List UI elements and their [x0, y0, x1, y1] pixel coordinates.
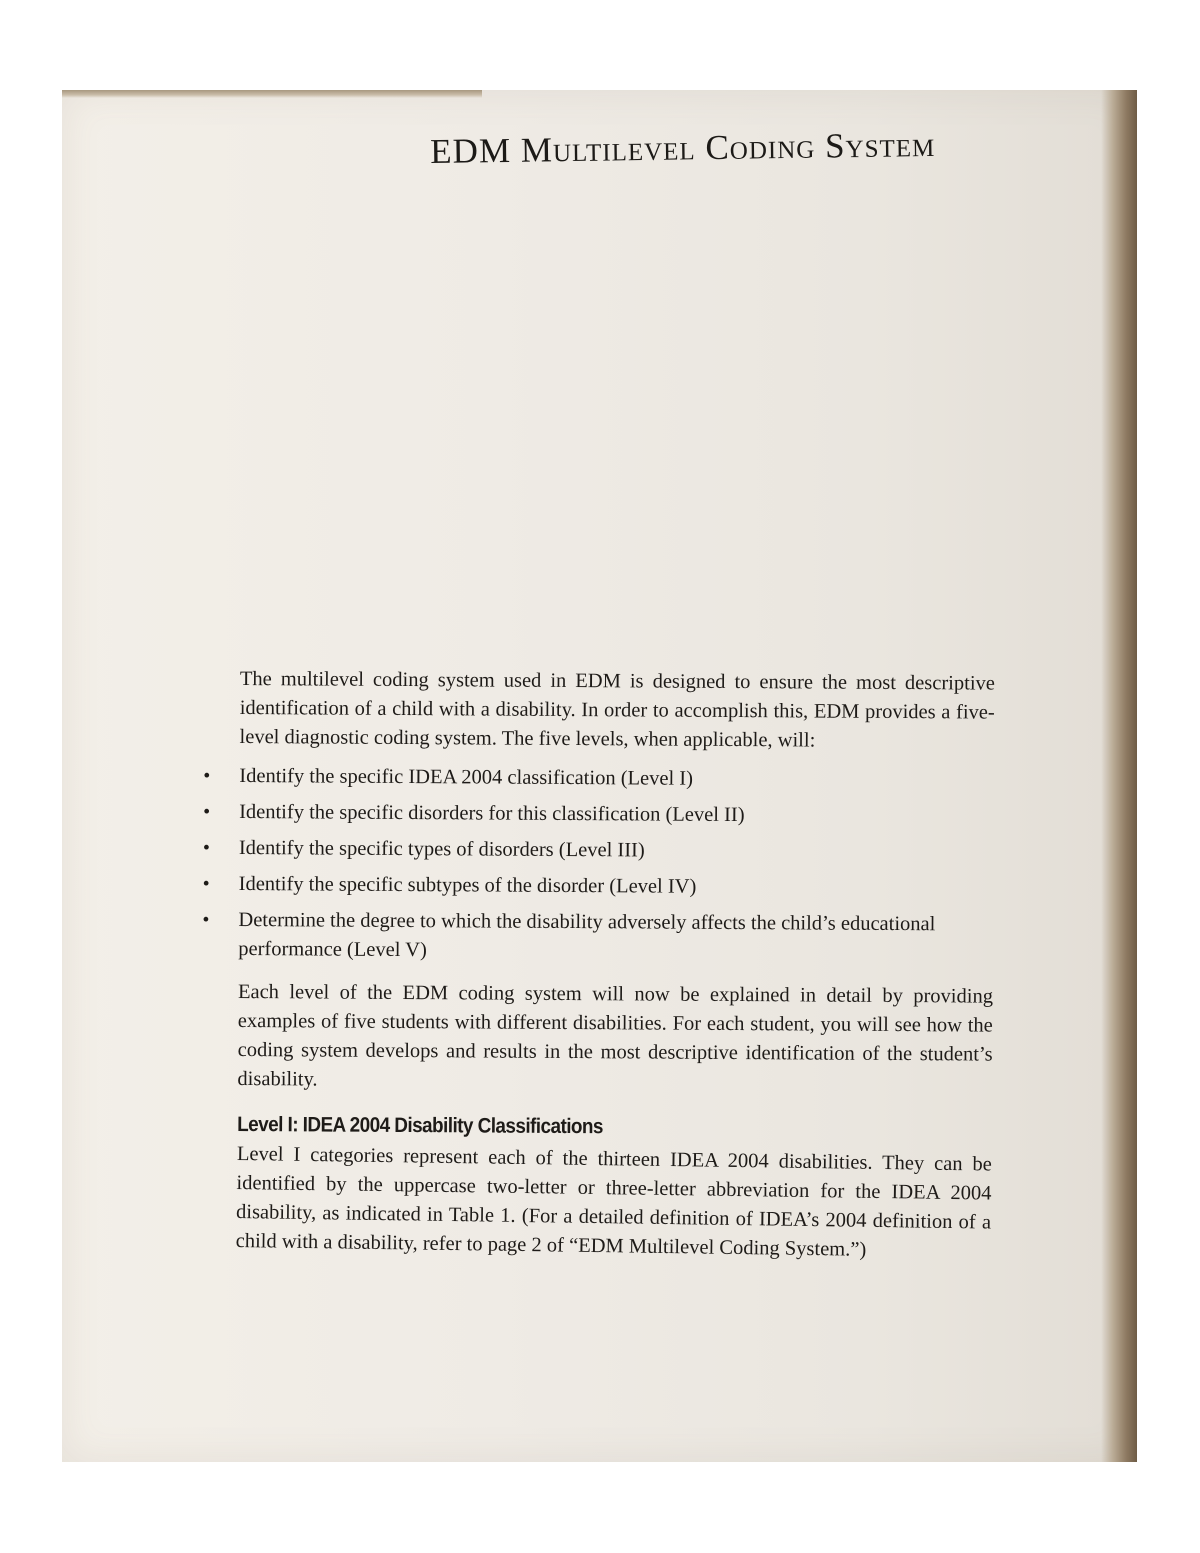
bullet-icon: • — [202, 908, 210, 931]
list-item — [203, 798, 994, 832]
bullet-icon: • — [203, 764, 211, 787]
list-item-text: Determine the degree to which the disability adversely affects the child’s educational performance (Level V) — [238, 908, 936, 962]
list-item — [203, 762, 994, 796]
list-item-text: Identify the specific disorders for this classification (Level II) — [239, 800, 745, 827]
bullet-icon: • — [202, 872, 210, 895]
page-top-edge — [62, 90, 482, 98]
list-item-text: Identify the specific types of disorders (Level III) — [238, 836, 645, 862]
section-heading: Level I: IDEA 2004 Disability Classifications — [237, 1112, 604, 1139]
list-item — [202, 834, 994, 868]
level-list — [202, 762, 994, 969]
bullet-icon: • — [202, 836, 210, 859]
page-binding-edge — [1101, 90, 1137, 1462]
list-item — [202, 870, 994, 904]
section-paragraph: Level I categories represent each of the thirteen IDEA 2004 disabilities. They can be identified by the uppercase two-letter or three-letter abbreviation for the IDEA 2004 disability, as indicated in Table 1. (For a detailed definition of IDEA’s 2004 definition of a child with a disability, refer to page 2 of “EDM Multilevel Coding System.”) — [235, 1142, 992, 1261]
body-text — [202, 665, 995, 1261]
list-item-text: Identify the specific subtypes of the disorder (Level IV) — [238, 872, 697, 898]
list-item — [202, 906, 993, 969]
explanation-paragraph: Each level of the EDM coding system will now be explained in detail by providing examples of five students with different disabilities. For each student, you will see how the coding system develops and results in the most descriptive identification of the student’s disability. — [237, 980, 994, 1091]
intro-paragraph: The multilevel coding system used in EDM is designed to ensure the most descriptive identification of a child with a disability. In order to accomplish this, EDM provides a five-level diagnostic coding system. The five levels, when applicable, will: — [239, 667, 995, 752]
book-page — [62, 90, 1137, 1462]
list-item-text: Identify the specific IDEA 2004 classification (Level I) — [239, 764, 694, 790]
page-title: EDM Multilevel Coding System — [430, 124, 936, 171]
bullet-icon: • — [203, 800, 211, 823]
